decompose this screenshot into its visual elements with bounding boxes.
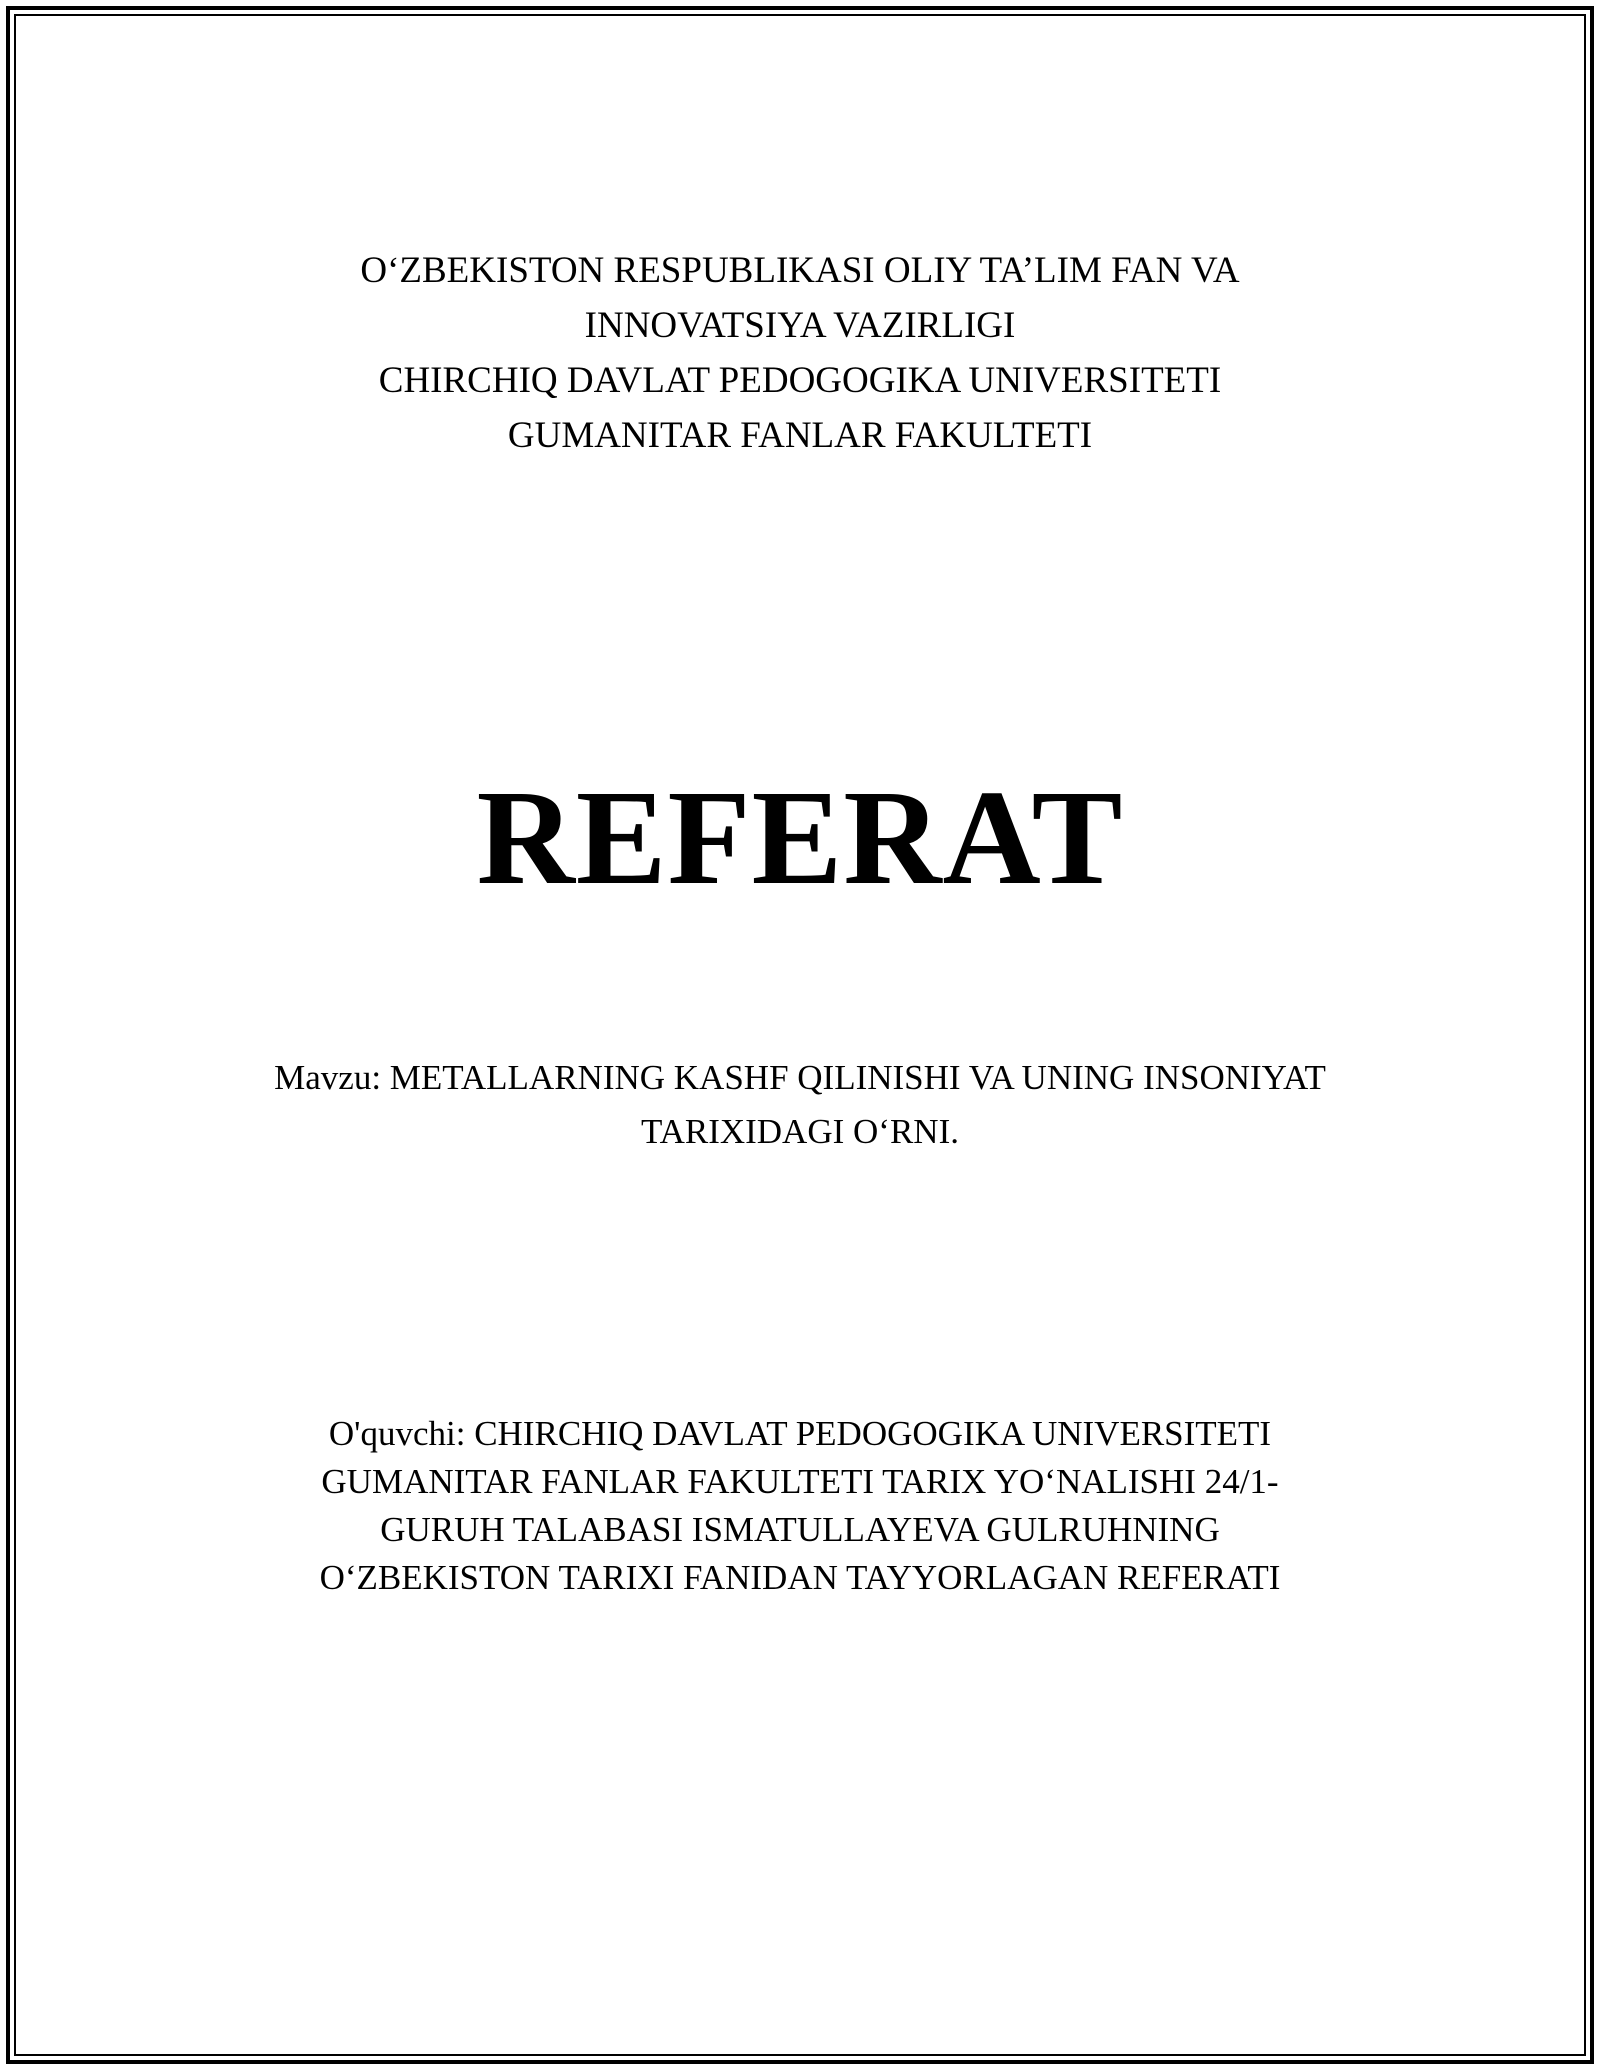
topic-section bbox=[0, 1051, 1600, 1159]
student-line-1: O'quvchi: CHIRCHIQ DAVLAT PEDOGOGIKA UNIVERSITETI bbox=[328, 1414, 1272, 1453]
student-info-section bbox=[0, 1410, 1600, 1602]
document-title: REFERAT bbox=[476, 763, 1124, 913]
student-line-4: O‘ZBEKISTON TARIXI FANIDAN TAYYORLAGAN REFERATI bbox=[319, 1558, 1281, 1597]
header-line-faculty: GUMANITAR FANLAR FAKULTETI bbox=[507, 415, 1093, 456]
topic-line-2: TARIXIDAGI O‘RNI. bbox=[641, 1112, 959, 1151]
student-line-2: GUMANITAR FANLAR FAKULTETI TARIX YO‘NALISHI 24/1- bbox=[321, 1462, 1279, 1501]
student-line-3: GURUH TALABASI ISMATULLAYEVA GULRUHNING bbox=[380, 1510, 1220, 1549]
header-line-university: CHIRCHIQ DAVLAT PEDOGOGIKA UNIVERSITETI bbox=[378, 360, 1222, 401]
institution-header bbox=[0, 243, 1600, 463]
header-line-ministry: O‘ZBEKISTON RESPUBLIKASI OLIY TA’LIM FAN VA bbox=[360, 250, 1240, 291]
title-section bbox=[0, 758, 1600, 918]
header-line-ministry-cont: INNOVATSIYA VAZIRLIGI bbox=[584, 305, 1016, 346]
topic-line-1: Mavzu: METALLARNING KASHF QILINISHI VA UNING INSONIYAT bbox=[274, 1058, 1326, 1097]
